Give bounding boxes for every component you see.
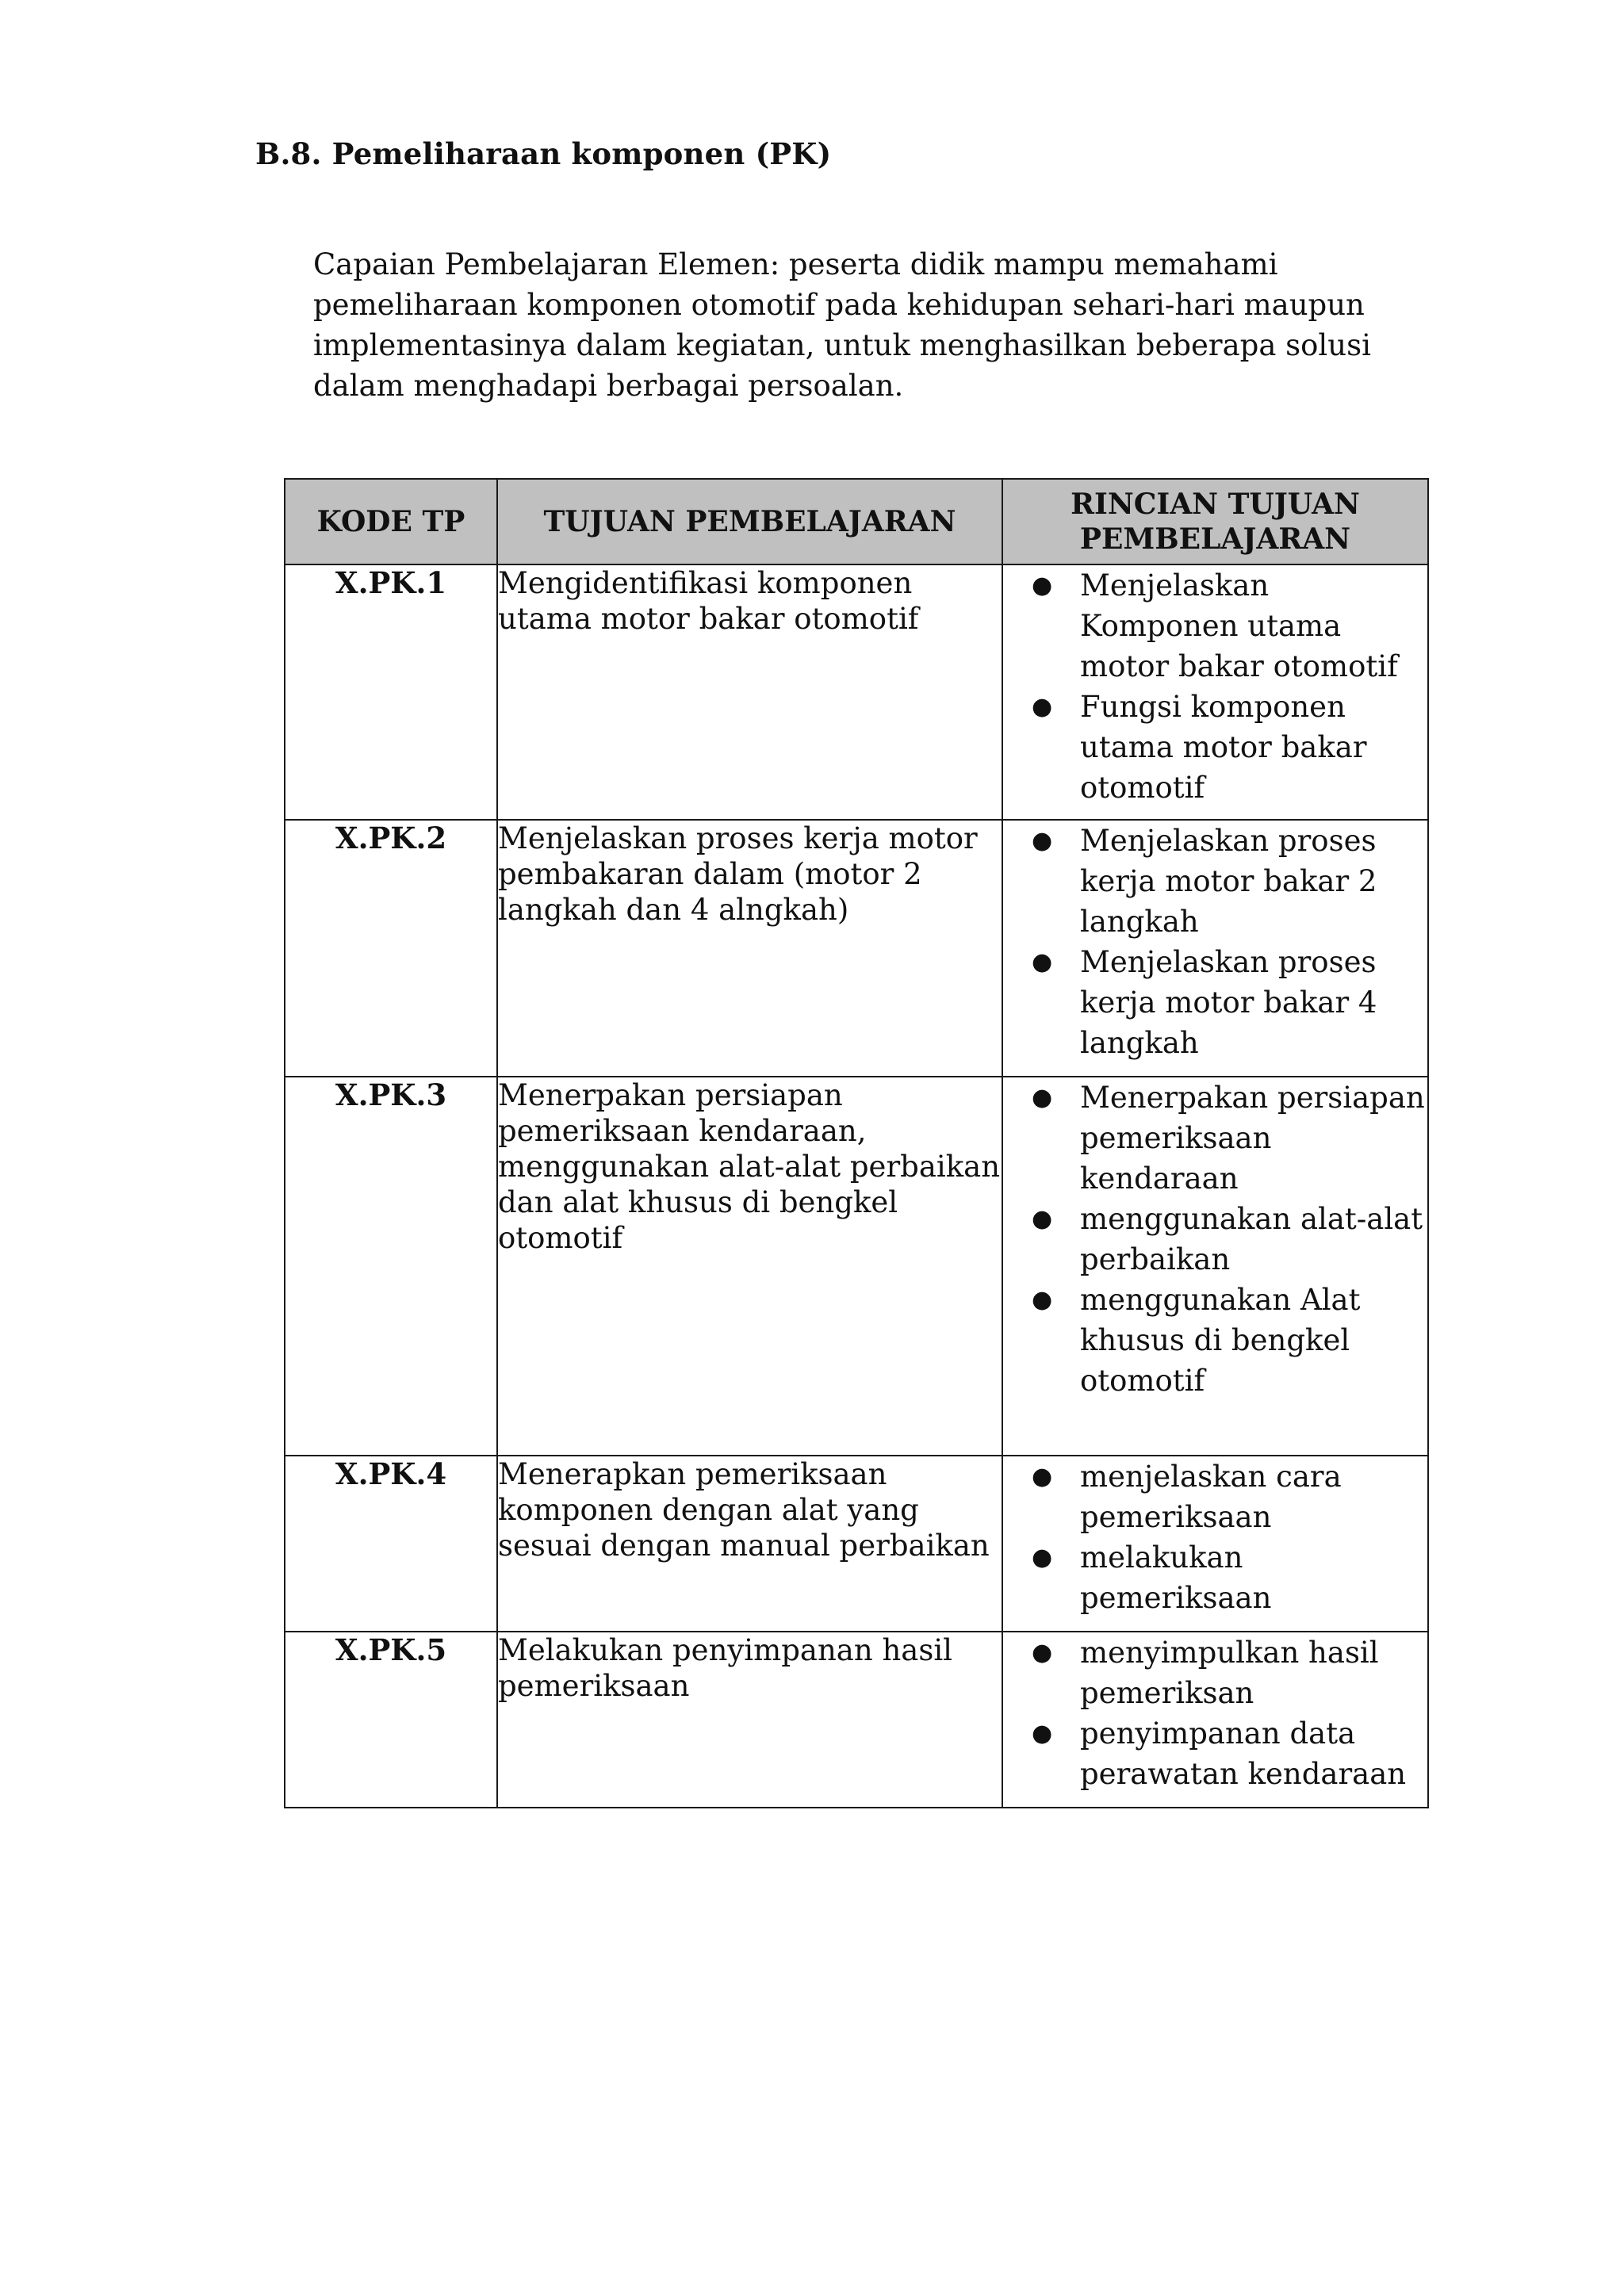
learning-outcome-paragraph — [313, 244, 1408, 406]
bullet-icon: ● — [1032, 693, 1053, 721]
table-row — [285, 1456, 1428, 1632]
list-item — [1003, 1537, 1427, 1618]
details-cell — [1002, 1456, 1428, 1632]
bullet-icon: ● — [1032, 1720, 1053, 1747]
detail-text: Menjelaskan Komponen utama motor bakar otomotif — [1080, 568, 1398, 683]
code-cell: X.PK.5 — [285, 1632, 497, 1808]
header-code: KODE TP — [285, 479, 497, 564]
code-cell: X.PK.1 — [285, 564, 497, 820]
intro-line: implementasinya dalam kegiatan, untuk menghasilkan beberapa solusi — [313, 328, 1371, 362]
table-row — [285, 1632, 1428, 1808]
detail-list — [1003, 565, 1427, 808]
list-item — [1003, 1199, 1427, 1280]
detail-text: menyimpulkan hasil pemeriksan — [1080, 1636, 1379, 1710]
list-item — [1003, 1456, 1427, 1537]
table-row — [285, 564, 1428, 820]
detail-text: Fungsi komponen utama motor bakar otomotif — [1080, 690, 1367, 805]
detail-list — [1003, 821, 1427, 1063]
bullet-icon: ● — [1032, 1205, 1053, 1233]
bullet-icon: ● — [1032, 827, 1053, 855]
table-header — [285, 479, 1428, 564]
header-details-line: RINCIAN TUJUAN — [1071, 488, 1360, 521]
header-details — [1002, 479, 1428, 564]
list-item — [1003, 1713, 1427, 1794]
goal-cell: Menerpakan persiapan pemeriksaan kendaraan, menggunakan alat-alat perbaikan dan alat khusus di bengkel otomotif — [497, 1077, 1002, 1456]
detail-text: Menjelaskan proses kerja motor bakar 2 langkah — [1080, 824, 1377, 939]
list-item — [1003, 821, 1427, 942]
code-cell: X.PK.3 — [285, 1077, 497, 1456]
bullet-icon: ● — [1032, 1286, 1053, 1314]
goal-cell: Melakukan penyimpanan hasil pemeriksaan — [497, 1632, 1002, 1808]
detail-text: menggunakan Alat khusus di bengkel otomotif — [1080, 1283, 1361, 1398]
details-cell — [1002, 564, 1428, 820]
bullet-icon: ● — [1032, 1639, 1053, 1667]
header-goal: TUJUAN PEMBELAJARAN — [497, 479, 1002, 564]
bullet-icon: ● — [1032, 948, 1053, 976]
list-item — [1003, 565, 1427, 687]
bullet-icon: ● — [1032, 1084, 1053, 1112]
details-cell — [1002, 820, 1428, 1077]
bullet-icon: ● — [1032, 572, 1053, 599]
intro-line: Capaian Pembelajaran Elemen: peserta didik mampu memahami — [313, 247, 1278, 281]
table-row — [285, 820, 1428, 1077]
details-cell — [1002, 1632, 1428, 1808]
learning-objectives-table — [284, 478, 1429, 1808]
list-item — [1003, 1632, 1427, 1713]
bullet-icon: ● — [1032, 1544, 1053, 1571]
intro-line: pemeliharaan komponen otomotif pada kehidupan sehari-hari maupun — [313, 288, 1365, 322]
detail-text: penyimpanan data perawatan kendaraan — [1080, 1716, 1407, 1791]
detail-list — [1003, 1632, 1427, 1794]
goal-cell: Menerapkan pemeriksaan komponen dengan alat yang sesuai dengan manual perbaikan — [497, 1456, 1002, 1632]
code-cell: X.PK.4 — [285, 1456, 497, 1632]
code-cell: X.PK.2 — [285, 820, 497, 1077]
detail-text: Menjelaskan proses kerja motor bakar 4 langkah — [1080, 945, 1377, 1060]
intro-line: dalam menghadapi berbagai persoalan. — [313, 369, 904, 403]
detail-list — [1003, 1456, 1427, 1618]
detail-text: Menerpakan persiapan pemeriksaan kendaraan — [1080, 1081, 1425, 1196]
list-item — [1003, 1280, 1427, 1401]
detail-text: menggunakan alat-alat perbaikan — [1080, 1202, 1423, 1276]
list-item — [1003, 942, 1427, 1063]
bullet-icon: ● — [1032, 1463, 1053, 1490]
details-cell — [1002, 1077, 1428, 1456]
table-row — [285, 1077, 1428, 1456]
detail-text: melakukan pemeriksaan — [1080, 1540, 1272, 1615]
list-item — [1003, 1077, 1427, 1199]
goal-cell: Mengidentifikasi komponen utama motor bakar otomotif — [497, 564, 1002, 820]
detail-text: menjelaskan cara pemeriksaan — [1080, 1460, 1342, 1534]
section-heading: B.8. Pemeliharaan komponen (PK) — [255, 136, 832, 171]
goal-cell: Menjelaskan proses kerja motor pembakaran dalam (motor 2 langkah dan 4 alngkah) — [497, 820, 1002, 1077]
list-item — [1003, 687, 1427, 808]
detail-list — [1003, 1077, 1427, 1401]
header-details-line: PEMBELAJARAN — [1079, 522, 1351, 556]
